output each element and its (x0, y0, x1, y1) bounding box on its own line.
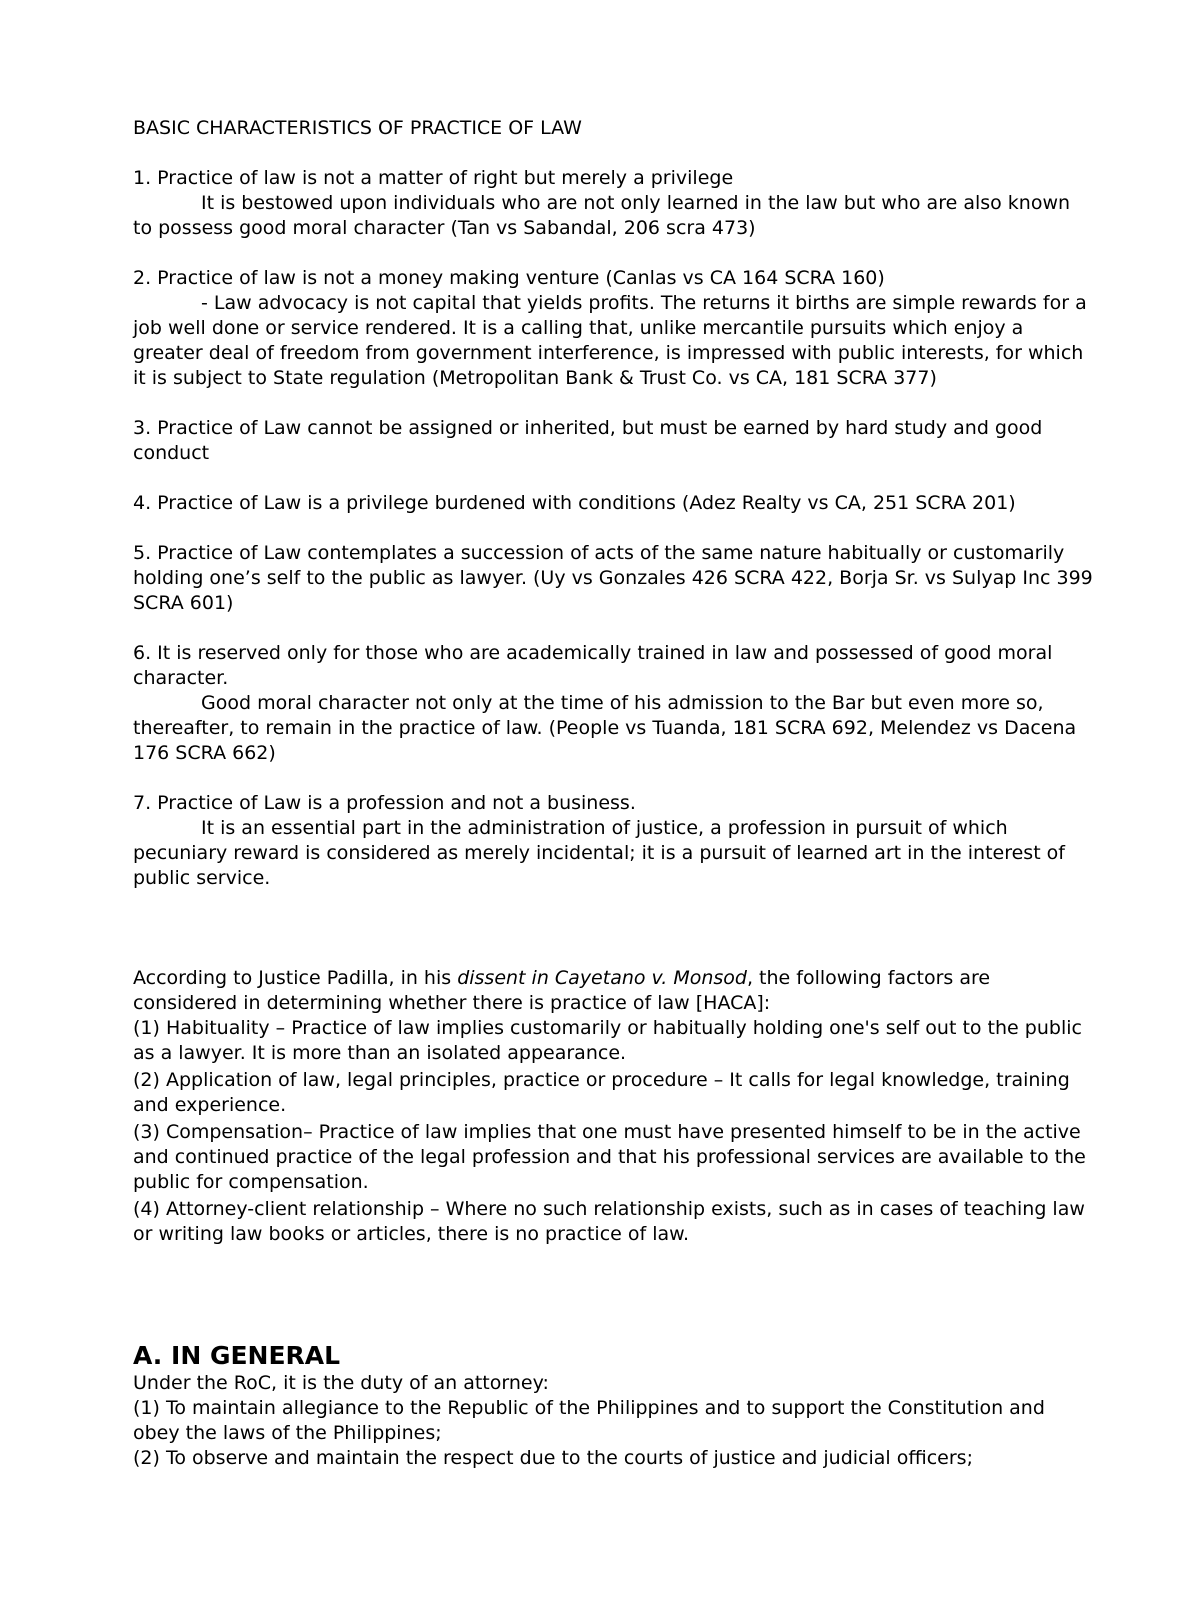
factor-application-of-law: (2) Application of law, legal principles, practice or procedure – It calls for legal knowledge, training and experience. (133, 1069, 1070, 1116)
item-2-body: - Law advocacy is not capital that yields profits. The returns it births are simple rewards for a job well done or service rendered. It is a calling that, unlike mercantile pursuits which enjoy a greater deal of freedom from government interference, is impressed with public interests, for which it is subject to State regulation (Metropolitan Bank & Trust Co. vs CA, 181 SCRA 377) (133, 292, 1087, 389)
padilla-intro (133, 966, 1093, 1016)
item-6-body: Good moral character not only at the time of his admission to the Bar but even more so, thereafter, to remain in the practice of law. (People vs Tuanda, 181 SCRA 692, Melendez vs Dacena 176 SCRA 662) (133, 692, 1077, 764)
factor-compensation: (3) Compensation– Practice of law implies that one must have presented himself to be in the active and continued practice of the legal profession and that his professional services are available to the public for compensation. (133, 1121, 1086, 1193)
item-6-heading: 6. It is reserved only for those who are academically trained in law and possessed of good moral character. (133, 642, 1053, 689)
item-4-heading: 4. Practice of Law is a privilege burdened with conditions (Adez Realty vs CA, 251 SCRA 201) (133, 492, 1016, 514)
factor-habituality: (1) Habituality – Practice of law implies customarily or habitually holding one's self out to the public as a lawyer. It is more than an isolated appearance. (133, 1017, 1082, 1064)
padilla-intro-after: , the following factors are considered in determining whether there is practice of law [HACA]: (133, 967, 991, 1014)
item-1-heading: 1. Practice of law is not a matter of right but merely a privilege (133, 167, 734, 189)
padilla-intro-before: According to Justice Padilla, in his (133, 967, 458, 989)
item-2-heading: 2. Practice of law is not a money making venture (Canlas vs CA 164 SCRA 160) (133, 267, 885, 289)
duty-1: (1) To maintain allegiance to the Republic of the Philippines and to support the Constitution and obey the laws of the Philippines; (133, 1397, 1045, 1444)
item-7-heading: 7. Practice of Law is a profession and not a business. (133, 792, 636, 814)
document-title: BASIC CHARACTERISTICS OF PRACTICE OF LAW (133, 117, 582, 139)
duty-2: (2) To observe and maintain the respect due to the courts of justice and judicial officers; (133, 1447, 973, 1469)
item-7-body: It is an essential part in the administration of justice, a profession in pursuit of which pecuniary reward is considered as merely incidental; it is a pursuit of learned art in the interest of public service. (133, 817, 1065, 889)
factor-attorney-client: (4) Attorney-client relationship – Where no such relationship exists, such as in cases of teaching law or writing law books or articles, there is no practice of law. (133, 1198, 1085, 1245)
padilla-intro-italic: dissent in Cayetano v. Monsod (457, 967, 747, 989)
item-5-heading: 5. Practice of Law contemplates a succession of acts of the same nature habitually or customarily holding one’s self to the public as lawyer. (Uy vs Gonzales 426 SCRA 422, Borja Sr. vs Sulyap Inc 399 SCRA 601) (133, 542, 1093, 614)
section-a-intro: Under the RoC, it is the duty of an attorney: (133, 1372, 549, 1394)
document-page (133, 116, 1093, 1471)
section-a-heading: A. IN GENERAL (133, 1341, 341, 1370)
item-1-body: It is bestowed upon individuals who are not only learned in the law but who are also known to possess good moral character (Tan vs Sabandal, 206 scra 473) (133, 192, 1071, 239)
item-3-heading: 3. Practice of Law cannot be assigned or inherited, but must be earned by hard study and good conduct (133, 417, 1043, 464)
